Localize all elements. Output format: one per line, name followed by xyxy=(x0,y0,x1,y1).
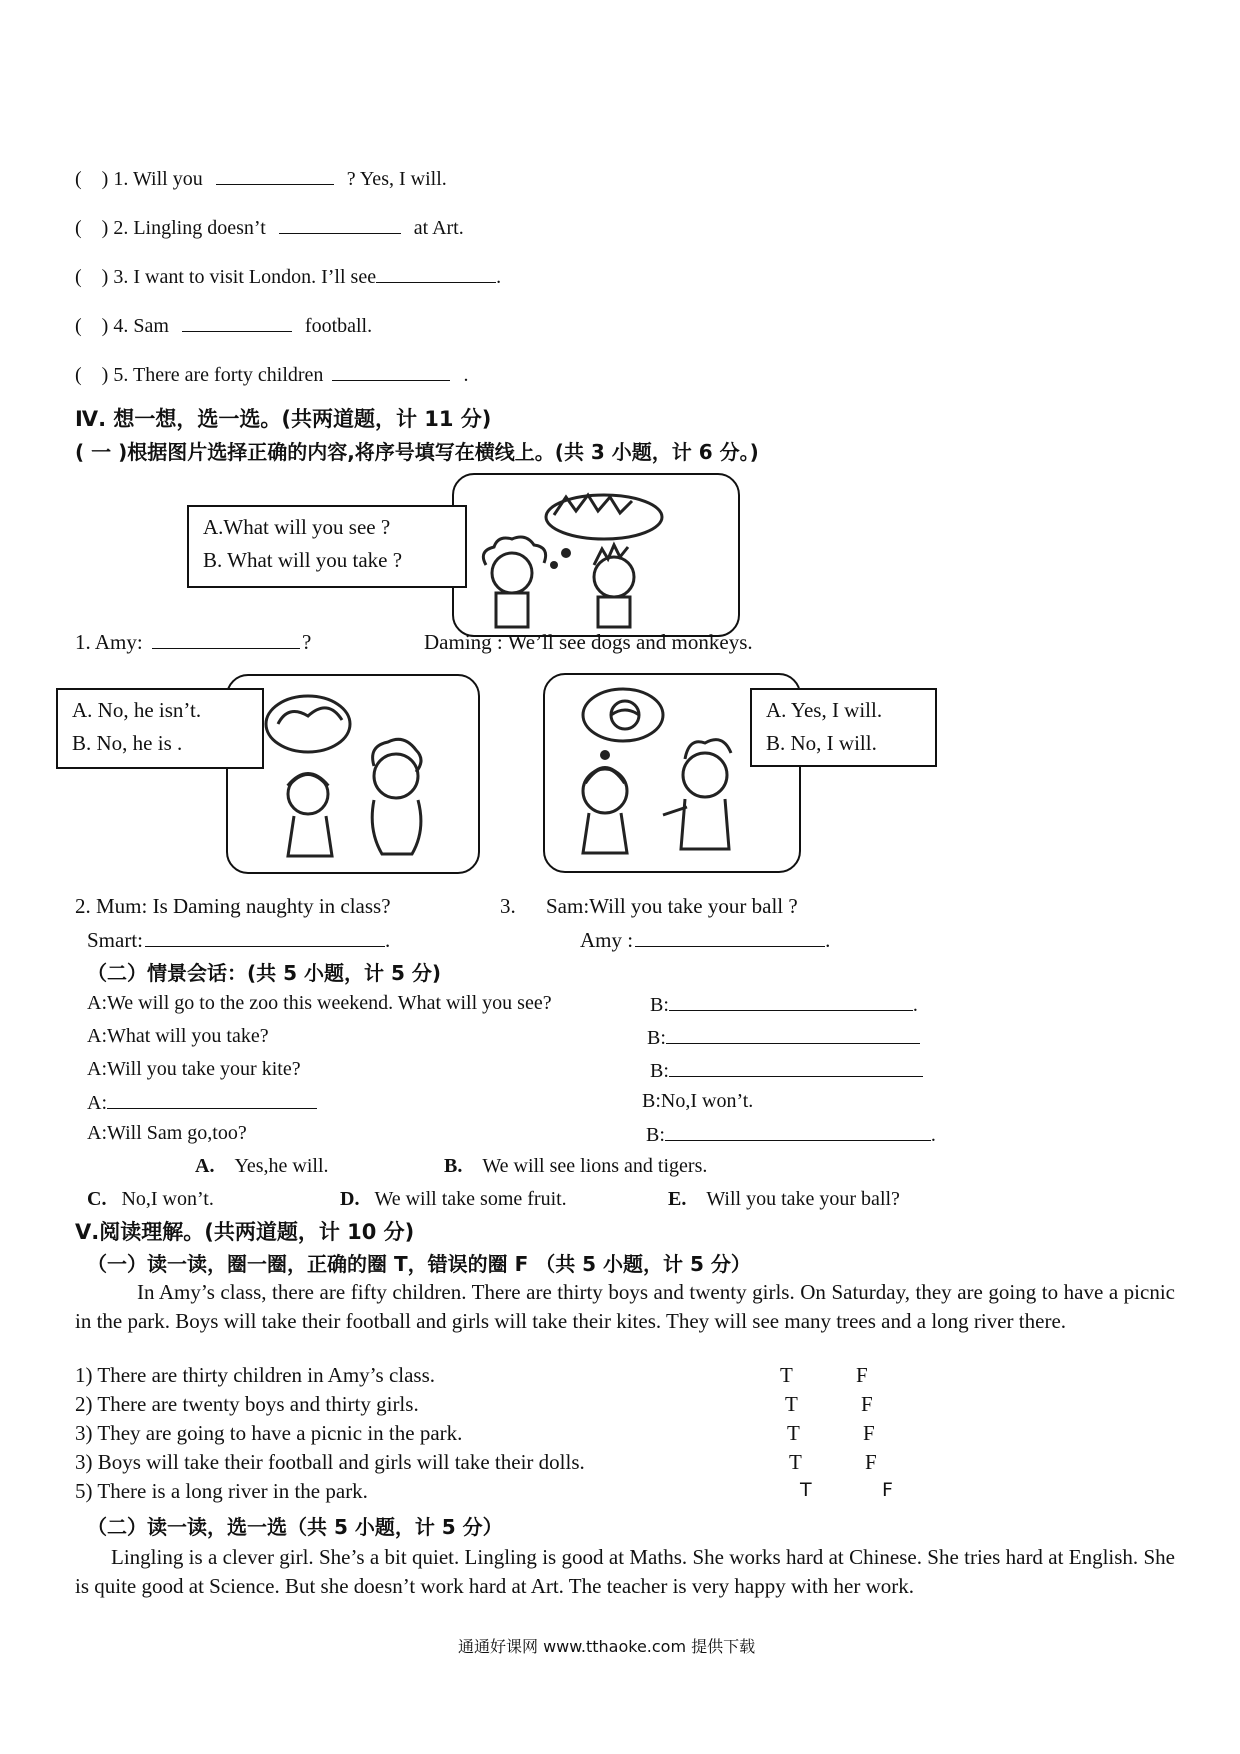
subsection-title: ( 一 )根据图片选择正确的内容,将序号填写在横线上。(共 3 小题，计 6 分。) xyxy=(75,440,759,464)
option-box-3 xyxy=(750,688,937,767)
answer-blank[interactable] xyxy=(635,928,825,947)
option-b: B. We will see lions and tigers. xyxy=(444,1155,708,1177)
option-a: A.What will you see ? xyxy=(203,515,391,539)
picture-question-1-reply: Daming : We’ll see dogs and monkeys. xyxy=(424,630,753,654)
dialog-line-b: B: . xyxy=(650,994,918,1016)
answer-blank[interactable] xyxy=(182,313,292,332)
statement: 2) There are twenty boys and thirty girls. xyxy=(75,1392,419,1416)
statement: 3) They are going to have a picnic in the park. xyxy=(75,1421,463,1445)
subsection-title: （一）读一读，圈一圈，正确的圈 T，错误的圈 F （共 5 小题，计 5 分） xyxy=(87,1252,751,1276)
picture-question-3-answer: Amy : . xyxy=(580,928,831,952)
statement: 1) There are thirty children in Amy’s class. xyxy=(75,1363,436,1387)
cartoon-picture-zoo xyxy=(452,473,740,637)
option-b: B. No, he is . xyxy=(72,731,183,755)
answer-blank[interactable] xyxy=(216,166,334,185)
question-row: ( ) 2. Lingling doesn’t at Art. xyxy=(75,217,464,239)
answer-blank[interactable] xyxy=(279,215,401,234)
dialog-line-a: A:We will go to the zoo this weekend. What will you see? xyxy=(87,992,552,1014)
answer-blank[interactable] xyxy=(145,928,385,947)
option-a: A. No, he isn’t. xyxy=(72,698,202,722)
option-box-2 xyxy=(56,688,264,769)
false-option[interactable]: F xyxy=(882,1479,893,1501)
answer-blank[interactable] xyxy=(665,1122,931,1141)
option-b: B. No, I will. xyxy=(766,731,877,755)
true-option[interactable]: T xyxy=(780,1363,793,1387)
answer-blank[interactable] xyxy=(666,1025,920,1044)
dialog-line-b: B: xyxy=(647,1025,920,1050)
answer-blank[interactable] xyxy=(376,264,496,283)
picture-question-2-answer: Smart: . xyxy=(87,928,391,952)
true-option[interactable]: T xyxy=(800,1479,812,1501)
true-option[interactable]: T xyxy=(787,1421,800,1445)
dialog-line-b: B: . xyxy=(646,1124,936,1146)
question-row: ( ) 3. I want to visit London. I’ll see . xyxy=(75,266,502,288)
section-title: Ⅴ.阅读理解。(共两道题，计 10 分) xyxy=(75,1220,415,1244)
subsection-title: （二）情景会话：(共 5 小题，计 5 分) xyxy=(87,961,441,985)
false-option[interactable]: F xyxy=(863,1421,875,1445)
dialog-line-b: B: xyxy=(650,1058,923,1083)
statement: 5) There is a long river in the park. xyxy=(75,1479,368,1503)
answer-blank[interactable] xyxy=(332,362,450,381)
answer-blank[interactable] xyxy=(152,630,300,649)
dialog-line-a: A: xyxy=(87,1090,317,1115)
dialog-line-a: A:Will you take your kite? xyxy=(87,1058,301,1080)
option-a: A. Yes, I will. xyxy=(766,698,883,722)
false-option[interactable]: F xyxy=(865,1450,877,1474)
true-option[interactable]: T xyxy=(789,1450,802,1474)
subsection-title: （二）读一读，选一选（共 5 小题，计 5 分） xyxy=(87,1515,503,1539)
footer-credit: 通通好课网 www.tthaoke.com 提供下载 xyxy=(458,1637,756,1656)
option-c: C. No,I won’t. xyxy=(87,1188,214,1210)
picture-question-2: 2. Mum: Is Daming naughty in class? xyxy=(75,894,391,918)
dialog-line-a: A:What will you take? xyxy=(87,1025,269,1047)
reading-passage-2: Lingling is a clever girl. She’s a bit quiet. Lingling is good at Maths. She works hard at Chinese. She tries hard at English. She is quite good at Science. But she doesn’t work hard at Art. The teacher is very happy with her work. xyxy=(75,1545,1175,1598)
option-box-1 xyxy=(187,505,467,588)
picture-question-1: 1. Amy: ? xyxy=(75,630,312,654)
reading-passage-1: In Amy’s class, there are fifty children. There are thirty boys and twenty girls. On Saturday, they are going to have a picnic in the park. Boys will take their football and girls will take their kites. They will see many trees and a long river there. xyxy=(75,1280,1175,1333)
option-a: A. Yes,he will. xyxy=(195,1155,329,1177)
answer-blank[interactable] xyxy=(669,1058,923,1077)
dialog-line-a: A:Will Sam go,too? xyxy=(87,1122,247,1144)
dialog-line-b: B:No,I won’t. xyxy=(642,1090,754,1112)
cartoon-picture-mum xyxy=(226,674,480,874)
false-option[interactable]: F xyxy=(861,1392,873,1416)
option-d: D. We will take some fruit. xyxy=(340,1188,567,1210)
picture-question-3-number: 3. xyxy=(500,894,516,918)
children-thinking-illustration xyxy=(454,475,734,631)
question-row: ( ) 4. Sam football. xyxy=(75,315,373,337)
statement: 3) Boys will take their football and girls will take their dolls. xyxy=(75,1450,585,1474)
picture-question-3: Sam:Will you take your ball ? xyxy=(546,894,798,918)
false-option[interactable]: F xyxy=(856,1363,868,1387)
answer-blank[interactable] xyxy=(107,1090,317,1109)
answer-blank[interactable] xyxy=(669,992,913,1011)
question-row: ( ) 1. Will you ? Yes, I will. xyxy=(75,168,447,190)
section-title: Ⅳ. 想一想，选一选。(共两道题，计 11 分) xyxy=(75,407,492,431)
option-b: B. What will you take ? xyxy=(203,548,403,572)
option-e: E. Will you take your ball? xyxy=(668,1188,900,1210)
true-option[interactable]: T xyxy=(785,1392,798,1416)
question-row: ( ) 5. There are forty children . xyxy=(75,364,469,386)
mum-and-child-illustration xyxy=(228,676,474,868)
